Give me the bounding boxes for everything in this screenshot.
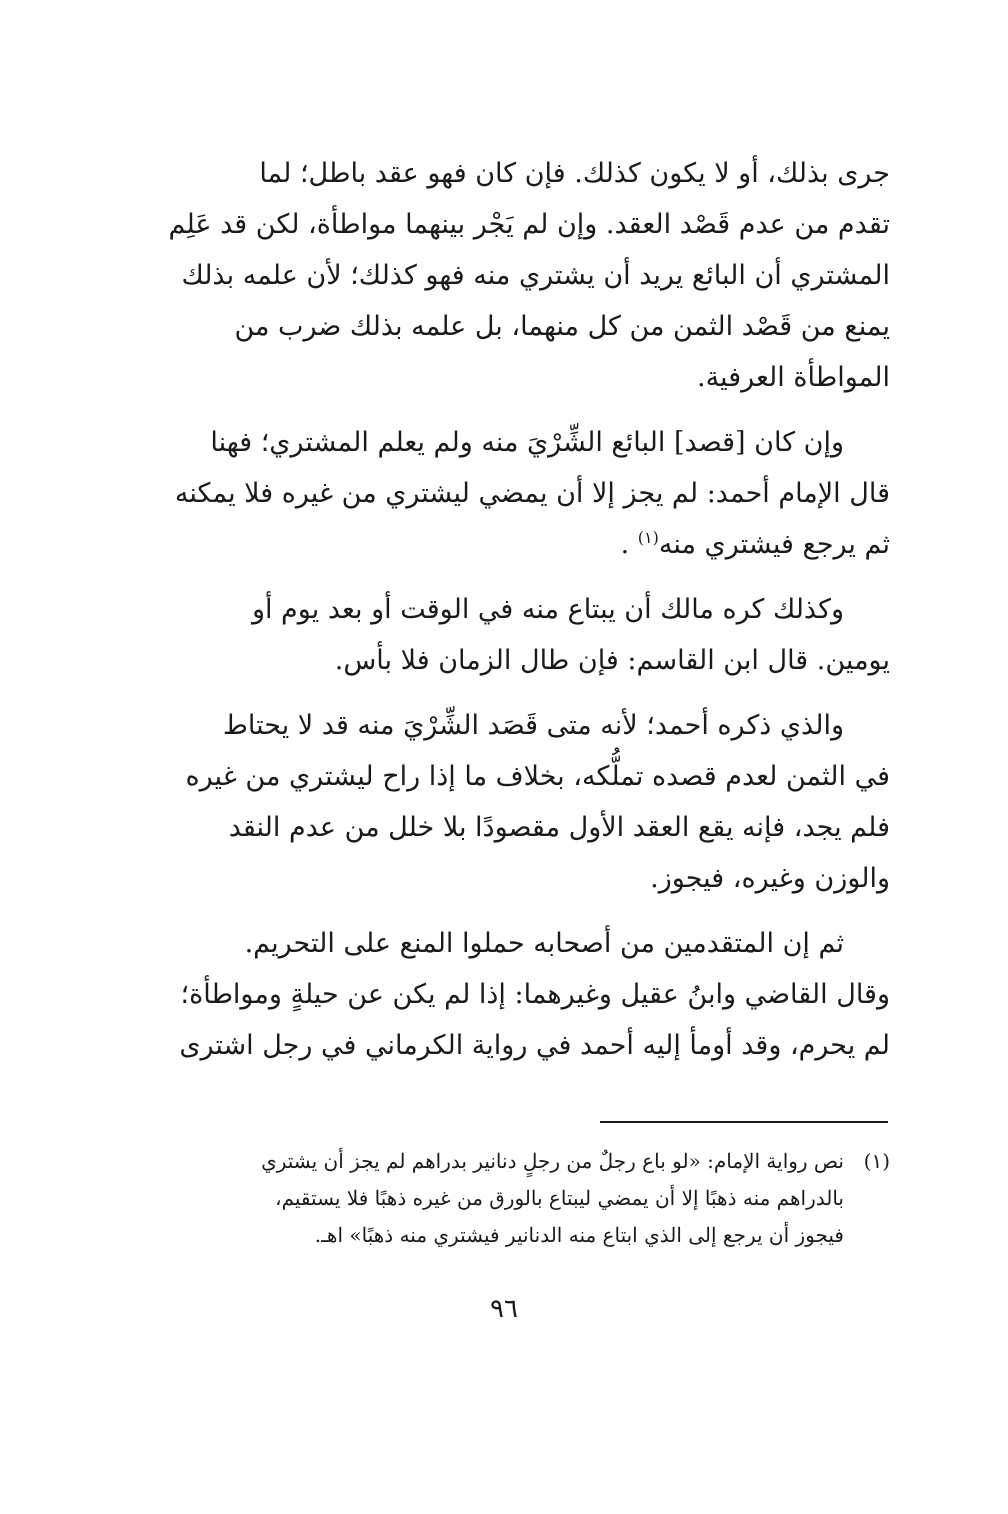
text-line: يومين. قال ابن القاسم: فإن طال الزمان فلا بأس. [334,645,890,676]
footnote-separator [600,1121,888,1123]
text-line: والذي ذكره أحمد؛ لأنه متى قَصَد الشِّرْيَ منه قد لا يحتاط [222,710,844,741]
text-line: لم يحرم، وقد أومأ إليه أحمد في رواية الكرماني في رجل اشترى [179,1030,890,1061]
page-number: ٩٦ [490,1294,518,1324]
text-line: المواطأة العرفية. [697,362,890,393]
text-line: فلم يجد، فإنه يقع العقد الأول مقصودًا بلا خلل من عدم النقد [228,812,890,843]
footnote [118,1143,890,1254]
paragraph-1 [118,148,890,403]
text-line: في الثمن لعدم قصده تملُّكه، بخلاف ما إذا راح ليشتري من غيره [185,761,890,792]
paragraph-3 [118,584,890,686]
text-line: وقال القاضي وابنُ عقيل وغيرهما: إذا لم يكن عن حيلةٍ ومواطأة؛ [180,979,890,1010]
paragraph-4 [118,700,890,904]
text-line: ثم إن المتقدمين من أصحابه حملوا المنع على التحريم. [244,928,844,959]
paragraph-2 [118,417,890,570]
footnote-line: فيجوز أن يرجع إلى الذي ابتاع منه الدنانير فيشتري منه ذهبًا» اهـ. [314,1223,844,1247]
paragraph-5 [118,918,890,1071]
text-line: قال الإمام أحمد: لم يجز إلا أن يمضي ليشتري من غيره فلا يمكنه [174,478,890,509]
text-segment: ثم يرجع فيشتري منه [658,529,890,560]
footnote-reference[interactable]: (١) [637,528,659,547]
main-text [118,148,890,1085]
text-line: يمنع من قَصْد الثمن من كل منهما، بل علمه بذلك ضرب من [234,311,890,342]
text-line: المشتري أن البائع يريد أن يشتري منه فهو كذلك؛ لأن علمه بذلك [181,260,890,291]
text-segment: . [620,529,630,560]
text-line: جرى بذلك، أو لا يكون كذلك. فإن كان فهو عقد باطل؛ لما [259,158,890,189]
text-line: وإن كان [قصد] البائع الشِّرْيَ منه ولم يعلم المشتري؛ فهنا [210,427,844,458]
text-line: وكذلك كره مالك أن يبتاع منه في الوقت أو بعد يوم أو [251,594,844,625]
text-line-with-footnote-ref [118,519,890,570]
footnote-text: نص رواية الإمام: «لو باع رجلٌ من رجلٍ دنانير بدراهم لم يجز أن يشتري [261,1149,844,1173]
footnote-line: بالدراهم منه ذهبًا إلا أن يمضي ليبتاع بالورق من غيره ذهبًا فلا يستقيم، [275,1186,844,1210]
text-line: والوزن وغيره، فيجوز. [650,863,890,894]
footnote-number: (١) [863,1149,890,1173]
footnote-line [118,1143,890,1180]
text-line: تقدم من عدم قَصْد العقد. وإن لم يَجْر بينهما مواطأة، لكن قد عَلِم [168,209,890,240]
